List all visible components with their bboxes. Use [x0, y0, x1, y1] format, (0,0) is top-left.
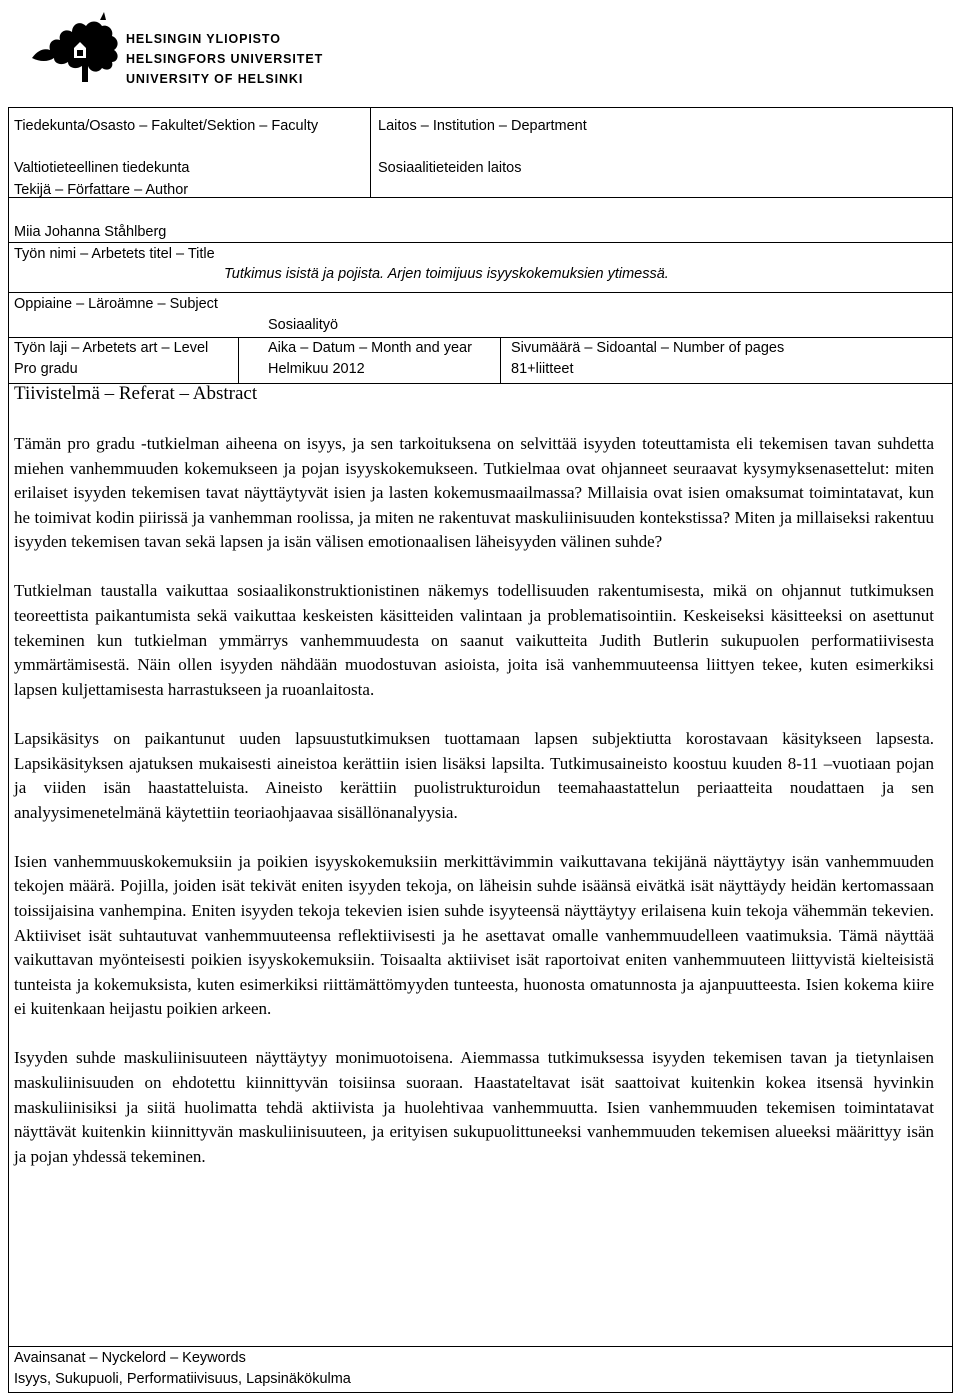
abstract-label: Tiivistelmä – Referat – Abstract [14, 383, 258, 404]
faculty-department-divider [370, 107, 371, 197]
date-pages-divider [500, 337, 501, 383]
university-logo [28, 12, 324, 97]
title-value: Tutkimus isistä ja pojista. Arjen toimijuus isyyskokemuksien ytimessä. [224, 266, 669, 282]
author-value: Miia Johanna Ståhlberg [14, 224, 167, 240]
department-label: Laitos – Institution – Department [378, 118, 587, 134]
abstract-body [14, 432, 934, 1194]
university-name-sv: HELSINGFORS UNIVERSITET [126, 52, 324, 66]
faculty-label: Tiedekunta/Osasto – Fakultet/Sektion – Faculty [14, 118, 319, 134]
faculty-value: Valtiotieteellinen tiedekunta [14, 160, 190, 176]
abstract-paragraph: Isien vanhemmuuskokemuksiin ja poikien isyyskokemuksiin merkittävimmin vaikuttavana tekijänä näyttäytyy isän vanhemmuuden tekojen määrä. Pojilla, joiden isät tekivät eniten isyyden tekoja, on läheisin suhde isäänsä eivätkä isät näyttäydy heidän kertomassaan toissijaisina vanhempina. Eniten isyyden tekoja tekevien isien suhde isyyteensä näyttäytyy erilaisena kuin tekoja vähemmän tekevien. Aktiiviset isät suhtautuvat vanhemmuuteensa reflektiivisesti ja he asettavat omalle vanhemmuudelleen vaatimuksia. Tämä näyttää vaikuttavan myönteisesti poikien isyyskokemuksiin. Toisaalta aktiiviset isät raportoivat eniten vanhemmuuteen liittyvistä kielteisistä tunteista ja kokemuksista, kuten esimerkiksi riittämättömyyden tunteesta, huonosta omatunnosta ja ajanpuutteesta. Isien kokema kiire ei kuitenkaan heijastu poikien arkeen. [14, 851, 934, 1019]
subject-row-divider [8, 292, 953, 293]
department-value: Sosiaalitieteiden laitos [378, 160, 522, 176]
subject-value: Sosiaalityö [268, 317, 339, 333]
title-row-divider [8, 242, 953, 243]
university-name-fi: HELSINGIN YLIOPISTO [126, 32, 281, 46]
keywords-row-divider [8, 1346, 953, 1347]
author-label: Tekijä – Författare – Author [14, 182, 189, 198]
abstract-paragraph: Lapsikäsitys on paikantunut uuden lapsuustutkimuksen tuottamaan lapsen subjektiutta korostavaan käsitykseen lapsesta. Lapsikäsityksen ajatuksen mukaisesti aineistoa kerättiin isien lisäksi lapsilta. Tutkimusaineisto koostuu kuuden 8-11 –vuotiaan pojan ja viiden isän haastatteluista. Aineisto kerättiin puolistrukturoidun teemahaastattelun periaatteita noudattaen ja sen analyysimenetelmänä käytettiin teoriaohjaavaa sisällönanalyysia. [14, 728, 934, 822]
abstract-paragraph: Isyyden suhde maskuliinisuuteen näyttäytyy monimuotoisena. Aiemmassa tutkimuksessa isyyden tekemisen tavan ja tietynlaisen maskuliinisuuden on ehdotettu kiinnittyvän toisiinsa suoraan. Haastateltavat isät saattoivat kuitenkin kokea itsensä hyvinkin maskuliinisiksi ja siitä huolimatta tehdä aktiivista ja huolehtivaa vanhemmuutta. Isien vanhemmuuden tekemisen toimintatavat näyttävät kuitenkin kiinnittyvän maskuliinisuuteen, ja erityisen sukupuolittuneeksi vanhemmuuden tekemisen alueeksi määrittyy isän ja pojan yhdessä tekeminen. [14, 1048, 934, 1166]
level-label: Työn laji – Arbetets art – Level [14, 340, 209, 356]
keywords-label: Avainsanat – Nyckelord – Keywords [14, 1350, 246, 1366]
level-date-divider [238, 337, 239, 383]
pages-label: Sivumäärä – Sidoantal – Number of pages [511, 340, 785, 356]
date-value: Helmikuu 2012 [268, 361, 365, 377]
date-label: Aika – Datum – Month and year [268, 340, 472, 356]
title-label: Työn nimi – Arbetets titel – Title [14, 246, 215, 262]
level-row-divider [8, 337, 953, 338]
abstract-paragraph: Tutkielman taustalla vaikuttaa sosiaalikonstruktionistinen näkemys todellisuuden rakentumisesta, mikä on ohjannut tutkimuksen teoreettista paikantumista sekä vaikuttaa keskeisten käsitteiden valintaan ja problematisointiin. Keskeiseksi käsitteeksi on asettunut tekeminen kun tutkielman ymmärrys vanhemmuudesta on saanut vaikutteita Judith Butlerin sukupuolen performatiivisesta ymmärtämisestä. Näin ollen isyyden nähdään muodostuvan asioista, joita isä vanhemmuuteensa liittyen tekee, kuten esimerkiksi lapsen kuljettamisesta harrastukseen ja ruoanlaitosta. [14, 581, 934, 699]
pages-value: 81+liitteet [511, 361, 574, 377]
abstract-paragraph: Tämän pro gradu -tutkielman aiheena on isyys, ja sen tarkoituksena on selvittää isyyden toteuttamista eli tekemisen tavan suhdetta miehen vanhemmuuden kokemukseen ja pojan isyyskokemukseen. Tutkielmaa ovat ohjanneet seuraavat kysymyksenasettelut: miten erilaiset isyyden tekemisen tavat näyttäytyvät isien ja lasten kokemusmaailmassa? Millaisia ovat isien omaksumat toimintatavat, kun he toimivat kodin piirissä ja vanhemman roolissa, ja miten ne rakentuvat maskuliinisuuden kontekstissa? Miten ja millaiseksi rakentuu isyyden tekemisen tavan sekä lapsen ja isän välisen emotionaalisen läheisyyden välinen suhde? [14, 434, 934, 552]
keywords-value: Isyys, Sukupuoli, Performatiivisuus, Lapsinäkökulma [14, 1371, 351, 1387]
subject-label: Oppiaine – Läroämne – Subject [14, 296, 218, 312]
university-name-en: UNIVERSITY OF HELSINKI [126, 72, 304, 86]
helsinki-cathedral-tree-logo-icon [28, 12, 124, 92]
level-value: Pro gradu [14, 361, 78, 377]
